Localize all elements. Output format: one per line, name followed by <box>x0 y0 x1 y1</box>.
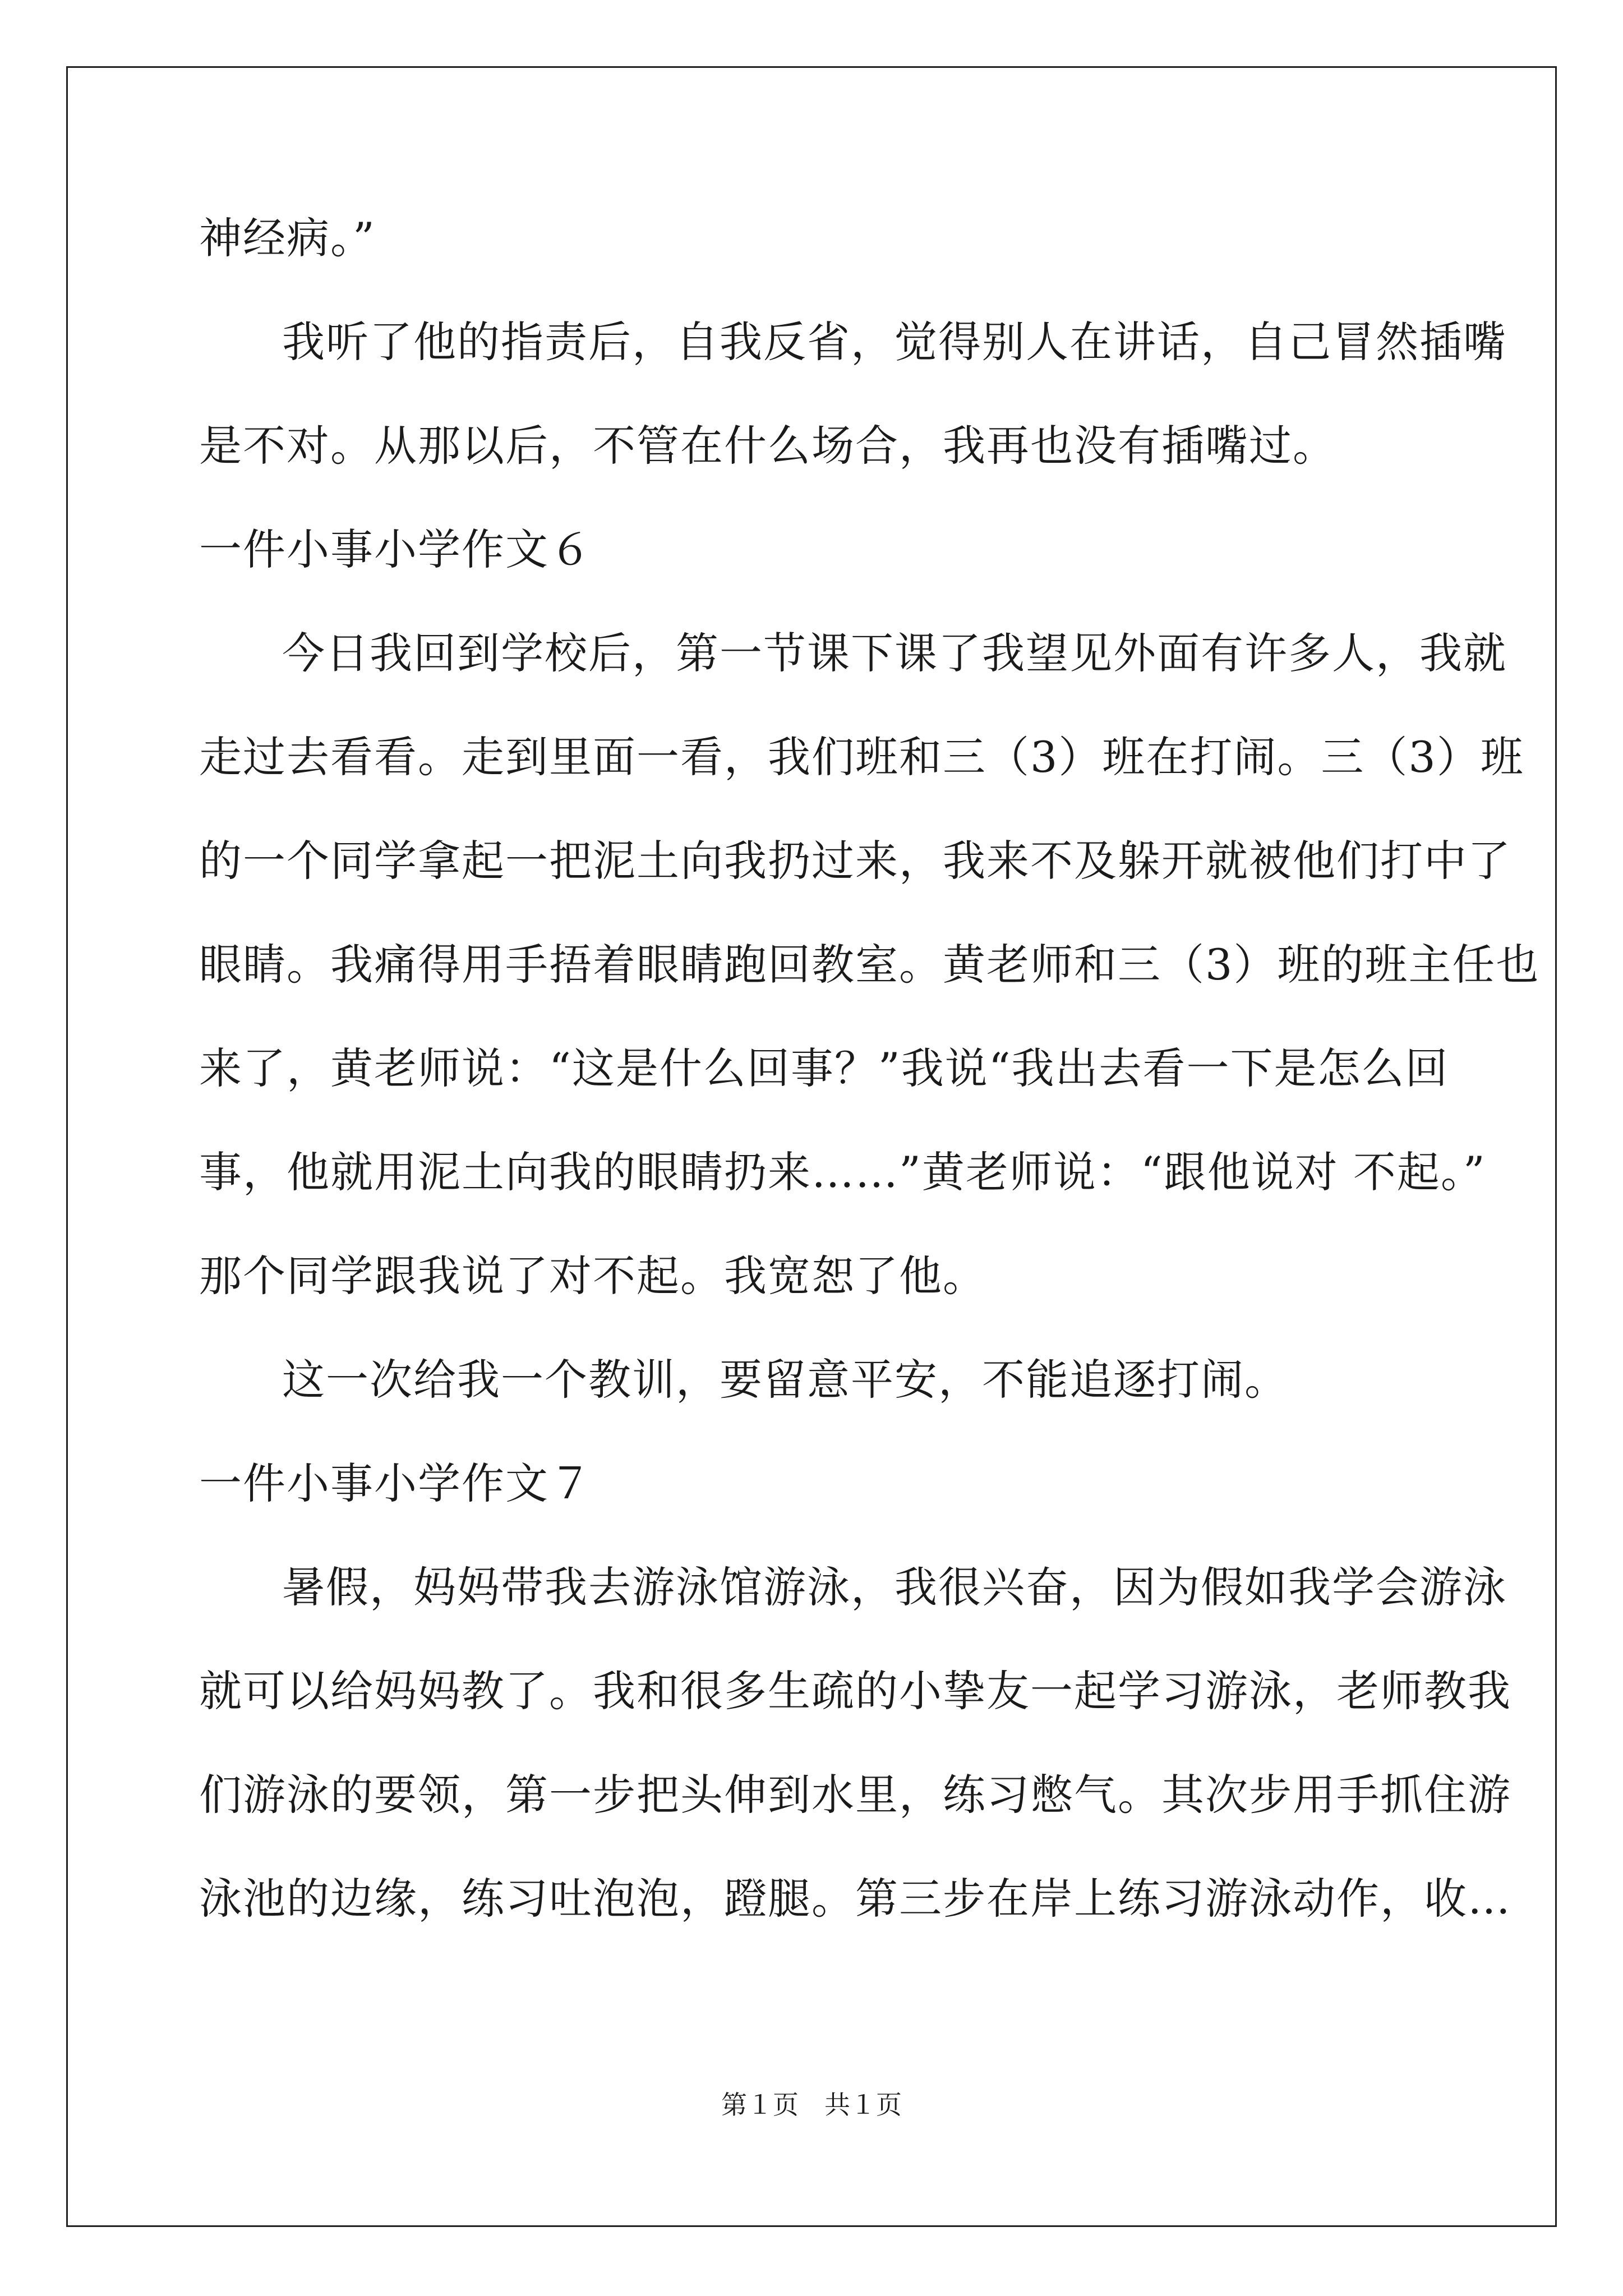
paragraph-line-12: 这一次给我一个教训，要留意平安，不能追逐打闹。 <box>282 1355 1288 1405</box>
section-heading-7: 一件小事小学作文７ <box>199 1458 593 1508</box>
paragraph-line-11: 那个同学跟我说了对不起。我宽恕了他。 <box>199 1251 986 1301</box>
paragraph-line-10: 事，他就用泥土向我的眼睛扔来……”黄老师说：“跟他说对 不起。” <box>199 1147 1486 1197</box>
paragraph-line-15: 就可以给妈妈教了。我和很多生疏的小挚友一起学习游泳，老师教我 <box>199 1666 1511 1716</box>
page-footer: 第１页 共１页 <box>721 2090 902 2120</box>
paragraph-line-6: 走过去看看。走到里面一看，我们班和三（3）班在打闹。三（3）班 <box>199 732 1524 782</box>
paragraph-line-1: 神经病。” <box>199 213 376 263</box>
paragraph-line-17: 泳池的边缘，练习吐泡泡，蹬腿。第三步在岸上练习游泳动作，收… <box>199 1874 1511 1924</box>
paragraph-line-16: 们游泳的要领，第一步把头伸到水里，练习憋气。其次步用手抓住游 <box>199 1770 1511 1820</box>
paragraph-line-5: 今日我回到学校后，第一节课下课了我望见外面有许多人，我就 <box>282 628 1507 678</box>
paragraph-line-3: 是不对。从那以后，不管在什么场合，我再也没有插嘴过。 <box>199 421 1336 471</box>
paragraph-line-9: 来了，黄老师说：“这是什么回事？”我说“我出去看一下是怎么回 <box>199 1043 1449 1093</box>
section-heading-6: 一件小事小学作文６ <box>199 524 593 574</box>
paragraph-line-14: 暑假，妈妈带我去游泳馆游泳，我很兴奋，因为假如我学会游泳 <box>282 1562 1507 1612</box>
paragraph-line-2: 我听了他的指责后，自我反省，觉得别人在讲话，自己冒然插嘴 <box>282 317 1507 367</box>
paragraph-line-8: 眼睛。我痛得用手捂着眼睛跑回教室。黄老师和三（3）班的班主任也 <box>199 940 1540 990</box>
paragraph-line-7: 的一个同学拿起一把泥土向我扔过来，我来不及躲开就被他们打中了 <box>199 836 1511 886</box>
